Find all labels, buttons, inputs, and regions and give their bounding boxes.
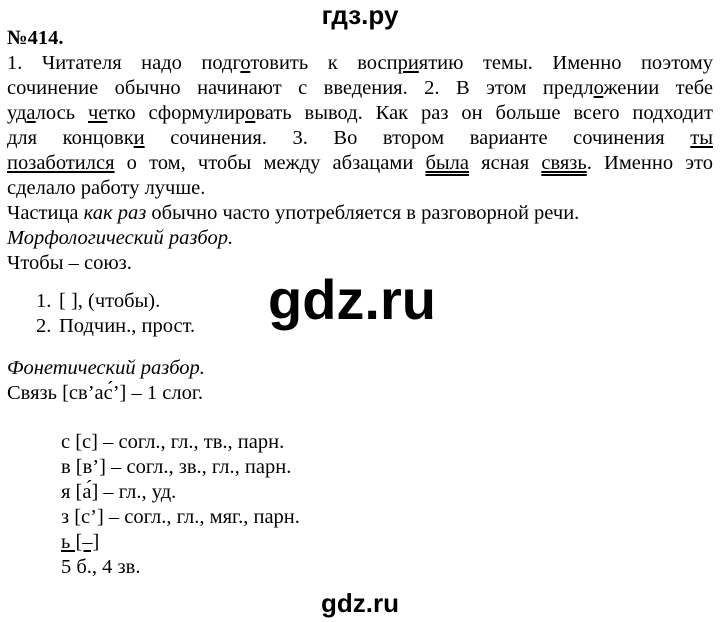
list-item: 1. [ ], (чтобы).	[36, 290, 161, 312]
watermark-middle: gdz.ru	[268, 268, 436, 331]
morph-heading: Морфологический разбор.	[7, 227, 234, 249]
para1-line-6: сделало работу лучше.	[7, 177, 206, 199]
phonetic-row: в [в’] – согл., зв., гл., парн.	[61, 456, 292, 478]
soft-sign-row: ь [–]	[61, 531, 100, 553]
para1-line-1: 1. Читателя надо подготовить к восприятию темы. Именно поэтому	[7, 52, 713, 74]
summary-row: 5 б., 4 зв.	[61, 556, 141, 578]
watermark-bottom: gdz.ru	[321, 588, 399, 618]
phonetic-row: с [с] – согл., гл., тв., парн.	[61, 431, 285, 453]
phonetic-row: з [с’] – согл., гл., мяг., парн.	[61, 506, 300, 528]
phonetic-row: я [а́] – гл., уд.	[61, 481, 177, 503]
morph-line: Чтобы – союз.	[7, 252, 132, 274]
phon-heading: Фонетический разбор.	[7, 357, 205, 379]
para1-line-3: удалось четко сформулировать вывод. Как раз он больше всего подходит	[7, 102, 713, 124]
particle-note: Частица как раз обычно часто употребляется в разговорной речи.	[7, 202, 580, 224]
exercise-number: №414.	[7, 27, 64, 49]
para1-line-4: для концовки сочинения. 3. Во втором варианте сочинения ты	[7, 127, 713, 149]
para1-line-2: сочинение обычно начинают с введения. 2. В этом предложении тебе	[7, 77, 713, 99]
phon-line: Связь [св’ас́’] – 1 слог.	[7, 382, 204, 404]
para1-line-5: позаботился о том, чтобы между абзацами была ясная связь. Именно это	[7, 152, 713, 174]
list-item: 2. Подчин., прост.	[36, 315, 196, 337]
watermark-top: гдз.ру	[321, 0, 399, 30]
